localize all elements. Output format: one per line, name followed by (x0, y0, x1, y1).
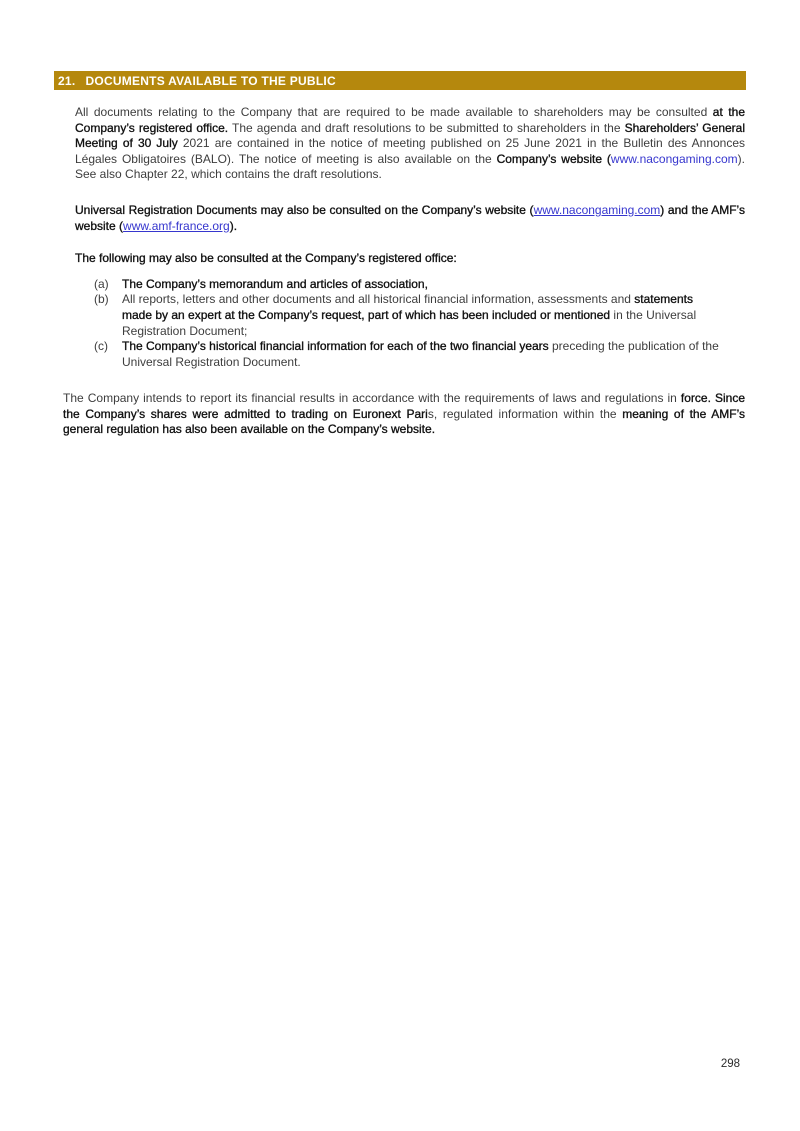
text-run: statements made by an expert at the Company’s request, part of which has been included or mentioned (122, 292, 693, 322)
text-run: The agenda and draft resolutions to be submitted to shareholders in the (228, 120, 625, 135)
list-marker-b: (b) (94, 292, 109, 307)
text-run: All reports, letters and other documents and all historical financial information, assessments and (122, 292, 635, 307)
list-marker-a: (a) (94, 276, 109, 291)
list-item-b-text (122, 292, 722, 339)
amf-france-link[interactable]: www.amf-france.org (123, 218, 230, 233)
list-item-a-text (122, 277, 722, 293)
text-run: ). See also Chapter 22, which contains the draft resolutions. (75, 151, 745, 182)
text-run: preceding the publication of the Universal Registration Document. (122, 339, 719, 369)
section-body (75, 105, 745, 370)
page-number: 298 (720, 1058, 740, 1070)
text-run: force. Since the Company’s shares were admitted to trading on Euronext Pari (63, 391, 745, 421)
paragraph-financial-reporting (63, 391, 745, 438)
nacongaming-link-2[interactable]: www.nacongaming.com (533, 202, 661, 217)
text-run: The Company’s memorandum and articles of association, (122, 276, 428, 291)
documents-list (75, 277, 745, 371)
text-run: in the Universal Registration Document; (122, 307, 697, 338)
paragraph-documents-availability (75, 105, 745, 183)
text-run: The Company intends to report its financial results in accordance with the requirements of laws and regulations in (63, 391, 681, 405)
text-run: at the Company’s registered office. (75, 105, 745, 135)
section-number: 21. (58, 73, 76, 88)
list-item-c-text (122, 339, 722, 370)
text-run: meaning of the AMF’s general regulation has also been available on the Company’s website. (63, 406, 746, 437)
text-run: s, regulated information within the (427, 406, 623, 421)
text-run: 2021 are contained in the notice of meeting published on 25 June 2021 in the Bulletin des Annonces Légales Obligatoires (BALO). The notice of meeting is also available on the (75, 136, 746, 166)
text-run: ). (229, 218, 238, 233)
list-item-a (75, 277, 745, 293)
section-header-bar (54, 71, 746, 90)
text-run: Universal Registration Documents may also be consulted on the Company’s website ( (75, 202, 534, 217)
text-run: The Company’s historical financial information for each of the two financial years (122, 339, 549, 354)
text-run: Shareholders’ General Meeting of 30 July (75, 120, 746, 151)
section-title: DOCUMENTS AVAILABLE TO THE PUBLIC (85, 73, 336, 88)
list-marker-c: (c) (94, 339, 108, 354)
text-run: The following may also be consulted at the Company’s registered office: (75, 251, 457, 266)
list-item-b (75, 292, 745, 339)
nacongaming-link[interactable]: www.nacongaming.com (610, 151, 738, 166)
text-run: ) and the AMF’s website ( (75, 202, 745, 233)
list-item-c (75, 339, 745, 370)
text-run: Company’s website ( (496, 151, 611, 166)
paragraph-urd-consultation (75, 203, 745, 234)
text-run: All documents relating to the Company that are required to be made available to shareholders may be consulted (75, 105, 713, 119)
paragraph-registered-office-intro (75, 251, 745, 267)
